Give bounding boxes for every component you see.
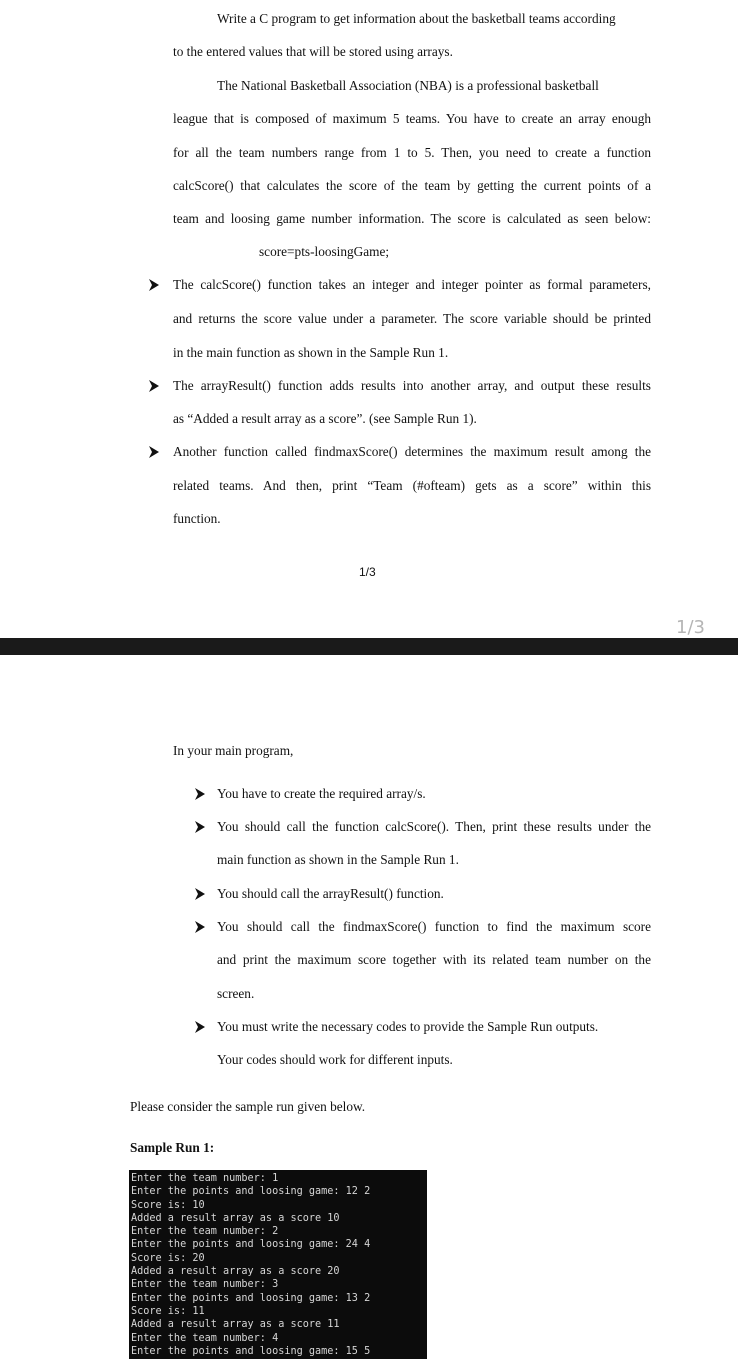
main-program-heading: In your main program, (173, 743, 294, 758)
bullet-2-line-1: The arrayResult() function adds results into another array, and output these results (173, 378, 651, 393)
paragraph-line-5: team and loosing game number information. The score is calculated as seen below: (173, 211, 651, 226)
main-bullet-5-line-2: Your codes should work for different inputs. (217, 1052, 453, 1067)
console-line: Score is: 11 (131, 1305, 205, 1317)
main-bullet-5-line-1: You must write the necessary codes to provide the Sample Run outputs. (217, 1019, 599, 1034)
console-line: Added a result array as a score 10 (131, 1212, 340, 1224)
sample-run-heading: Sample Run 1: (130, 1140, 215, 1155)
main-bullet-3-line-1: You should call the arrayResult() function. (217, 886, 444, 901)
paragraph-line-1: The National Basketball Association (NBA) is a professional basketball (217, 78, 599, 93)
console-line: Added a result array as a score 11 (131, 1319, 340, 1331)
arrow-bullet-icon (195, 921, 205, 933)
intro-line-1: Write a C program to get information about the basketball teams according (217, 11, 616, 26)
formula: score=pts-loosingGame; (259, 244, 390, 259)
viewer-page-counter: 1/3 (676, 617, 705, 638)
console-line: Enter the points and loosing game: 12 2 (131, 1186, 371, 1198)
console-line: Enter the team number: 3 (131, 1279, 279, 1291)
console-line: Added a result array as a score 20 (131, 1266, 340, 1278)
console-line: Enter the team number: 2 (131, 1226, 279, 1238)
arrow-bullet-icon (149, 446, 159, 458)
intro-line-2: to the entered values that will be stored using arrays. (173, 44, 453, 59)
bullet-1-line-3: in the main function as shown in the Sample Run 1. (173, 345, 449, 360)
paragraph-line-4: calcScore() that calculates the score of the team by getting the current points of a (173, 178, 651, 193)
bullet-3-line-2: related teams. And then, print “Team (#ofteam) gets as a score” within this (173, 478, 651, 493)
arrow-bullet-icon (195, 1021, 205, 1033)
main-bullet-4-line-2: and print the maximum score together with its related team number on the (217, 952, 651, 967)
arrow-bullet-icon (195, 821, 205, 833)
paragraph-line-2: league that is composed of maximum 5 teams. You have to create an array enough (173, 111, 651, 126)
arrow-bullet-icon (195, 788, 205, 800)
page-number: 1/3 (359, 565, 376, 579)
main-bullet-2-line-1: You should call the function calcScore(). Then, print these results under the (217, 819, 651, 834)
main-bullet-4-line-1: You should call the findmaxScore() function to find the maximum score (217, 919, 651, 934)
document-page-1 (0, 0, 738, 638)
console-line: Enter the team number: 1 (131, 1173, 279, 1184)
bullet-1-line-1: The calcScore() function takes an integer and integer pointer as formal parameters, (173, 277, 651, 292)
arrow-bullet-icon (149, 380, 159, 392)
console-line: Enter the points and loosing game: 15 5 (131, 1345, 371, 1357)
bullet-2-line-2: as “Added a result array as a score”. (see Sample Run 1). (173, 411, 477, 426)
arrow-bullet-icon (195, 888, 205, 900)
arrow-bullet-icon (149, 279, 159, 291)
console-line: Score is: 10 (131, 1199, 205, 1211)
consider-sample-run-text: Please consider the sample run given below. (130, 1099, 366, 1114)
bullet-3-line-1: Another function called findmaxScore() determines the maximum result among the (173, 444, 651, 459)
main-bullet-4-line-3: screen. (217, 986, 255, 1001)
main-bullet-1-line-1: You have to create the required array/s. (217, 786, 426, 801)
console-line: Enter the points and loosing game: 24 4 (131, 1239, 371, 1251)
console-line: Score is: 20 (131, 1252, 205, 1264)
bullet-3-line-3: function. (173, 511, 221, 526)
console-line: Enter the team number: 4 (131, 1332, 279, 1344)
bullet-1-line-2: and returns the score value under a parameter. The score variable should be printed (173, 311, 651, 326)
console-line: Enter the points and loosing game: 13 2 (131, 1292, 371, 1304)
main-bullet-2-line-2: main function as shown in the Sample Run 1. (217, 852, 459, 867)
page-divider (0, 638, 738, 655)
paragraph-line-3: for all the team numbers range from 1 to 5. Then, you need to create a function (173, 145, 651, 160)
sample-run-console (129, 1170, 427, 1359)
